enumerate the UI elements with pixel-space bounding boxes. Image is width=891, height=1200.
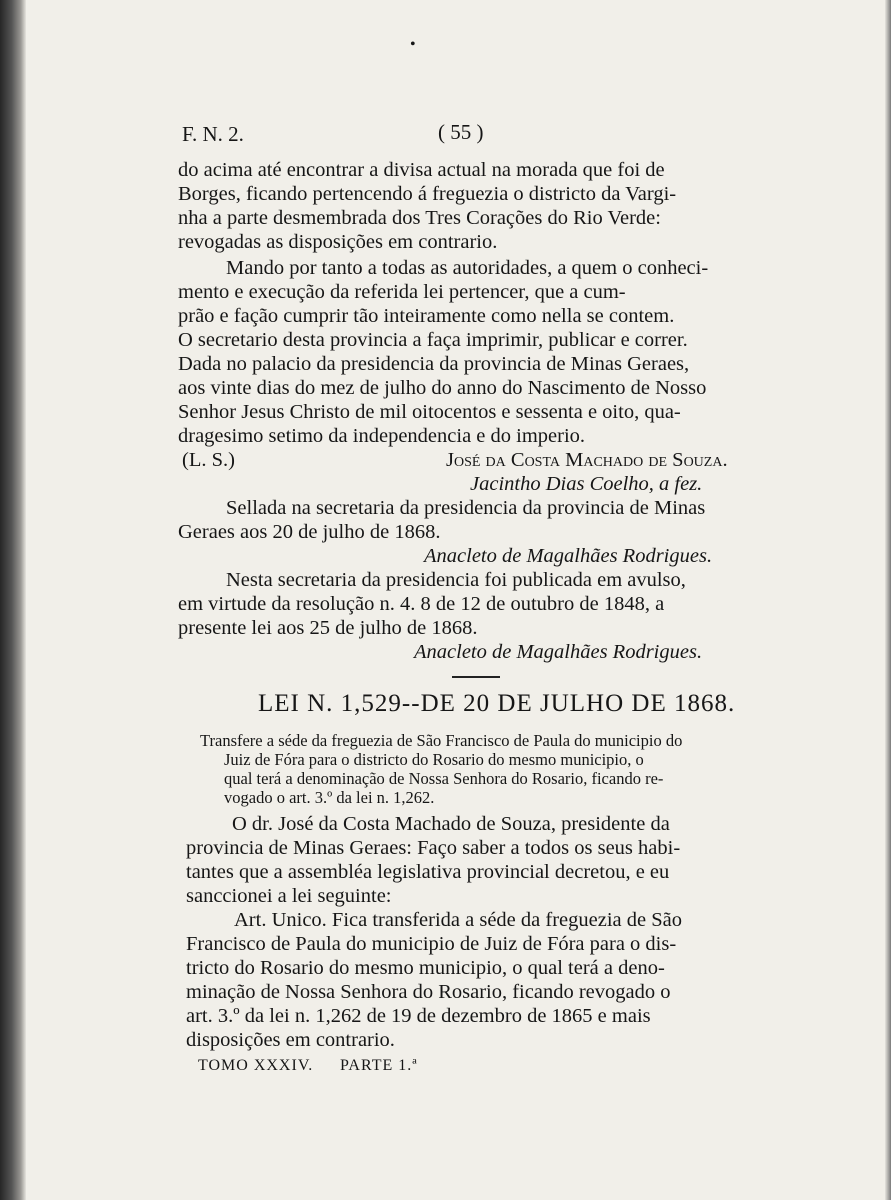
text-line: disposições em contrario. [186,1029,395,1051]
text-line: dragesimo setimo da independencia e do imperio. [178,425,586,447]
text-line: Francisco de Paula do municipio de Juiz de Fóra para o dis- [186,933,677,955]
summary-line: vogado o art. 3.º da lei n. 1,262. [224,788,435,807]
summary-line: qual terá a denominação de Nossa Senhora do Rosario, ficando re- [224,769,664,788]
text-line: minação de Nossa Senhora do Rosario, ficando revogado o [186,981,671,1003]
text-line: O dr. José da Costa Machado de Souza, presidente da [232,813,670,835]
text-line: revogadas as disposições em contrario. [178,231,498,253]
text-line: provincia de Minas Geraes: Faço saber a todos os seus habi- [186,837,681,859]
signer-signature: Anacleto de Magalhães Rodrigues. [424,545,713,567]
summary-line: Juiz de Fóra para o districto do Rosario do mesmo municipio, o [224,750,644,769]
text-line: Geraes aos 20 de julho de 1868. [178,521,441,543]
section-divider [452,676,500,678]
summary-line: Transfere a séde da freguezia de São Francisco de Paula do municipio do [200,731,683,750]
governor-signature: José da Costa Machado de Souza. [446,449,728,471]
text-line: tricto do Rosario do mesmo municipio, o qual terá a deno- [186,957,665,979]
text-line: Nesta secretaria da presidencia foi publicada em avulso, [226,569,686,591]
text-line: nha a parte desmembrada dos Tres Corações do Rio Verde: [178,207,661,229]
text-line: Senhor Jesus Christo de mil oitocentos e sessenta e oito, qua- [178,401,681,423]
signer-signature: Anacleto de Magalhães Rodrigues. [414,641,703,663]
text-line: aos vinte dias do mez de julho do anno do Nascimento de Nosso [178,377,707,399]
text-line: Dada no palacio da presidencia da provincia de Minas Geraes, [178,353,690,375]
text-line: O secretario desta provincia a faça imprimir, publicar e correr. [178,329,688,351]
text-line: art. 3.º da lei n. 1,262 de 19 de dezembro de 1865 e mais [186,1005,651,1027]
text-line: presente lei aos 25 de julho de 1868. [178,617,478,639]
law-title: LEI N. 1,529--DE 20 DE JULHO DE 1868. [258,690,736,717]
text-line: do acima até encontrar a divisa actual na morada que foi de [178,159,665,181]
ink-mark: • [410,36,416,53]
text-line: Mando por tanto a todas as autoridades, a quem o conheci- [226,257,709,279]
text-line: Sellada na secretaria da presidencia da provincia de Minas [226,497,706,519]
text-line: Borges, ficando pertencendo á freguezia o districto da Vargi- [178,183,677,205]
header-left-code: F. N. 2. [182,122,244,146]
text-line: sanccionei a lei seguinte: [186,885,392,907]
text-line: em virtude da resolução n. 4. 8 de 12 de outubro de 1848, a [178,593,665,615]
seal-mark: (L. S.) [182,449,235,471]
text-line: mento e execução da referida lei pertencer, que a cum- [178,281,626,303]
page-number: ( 55 ) [438,120,484,144]
secretary-signature: Jacintho Dias Coelho, a fez. [470,473,703,495]
text-line: prão e fação cumprir tão inteiramente como nella se contem. [178,305,675,327]
text-line: tantes que a assembléa legislativa provincial decretou, e eu [186,861,670,883]
footer-volume: TOMO XXXIV. [198,1057,314,1074]
footer-part: PARTE 1.ª [340,1057,418,1074]
text-line: Art. Unico. Fica transferida a séde da freguezia de São [234,909,682,931]
